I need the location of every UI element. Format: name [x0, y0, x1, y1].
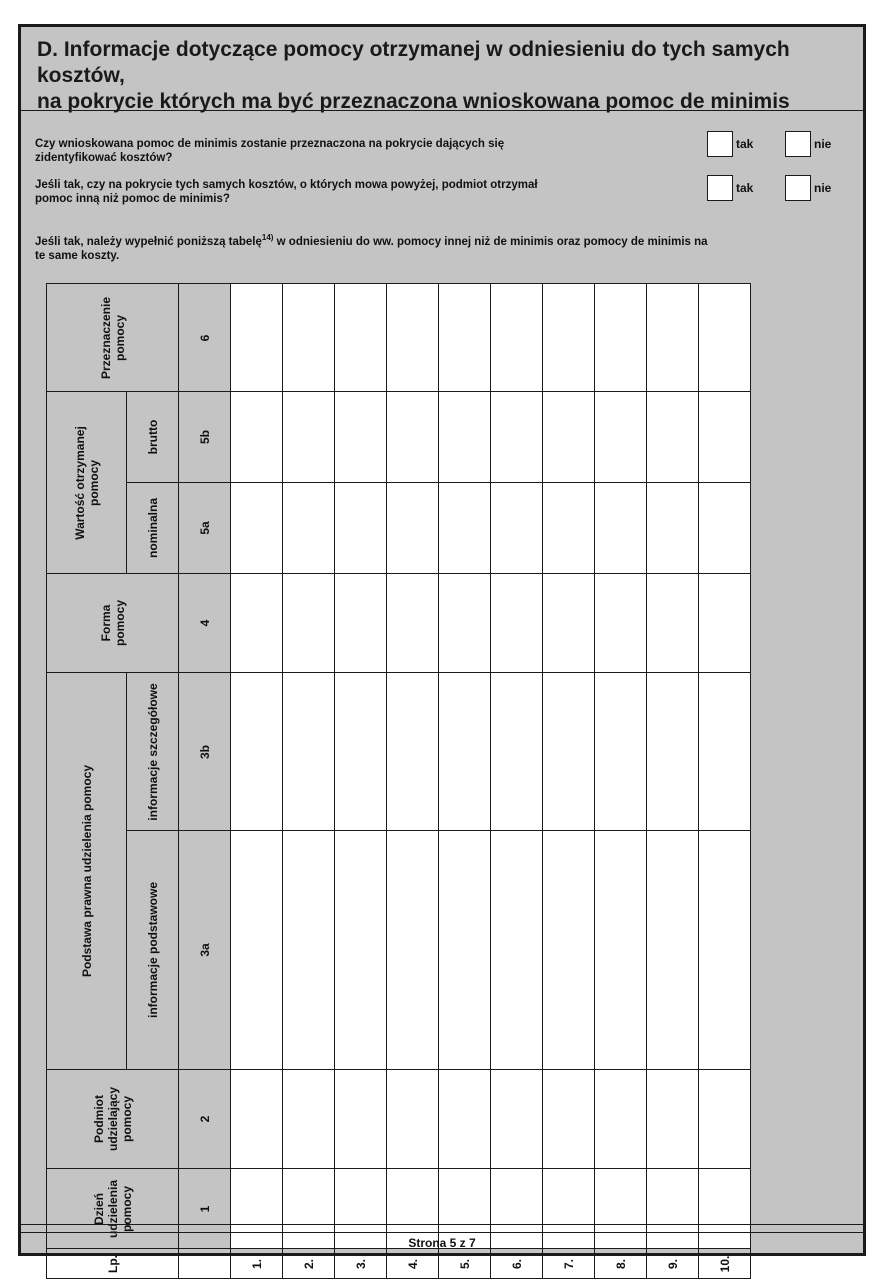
- input-cell-forma-10[interactable]: [698, 573, 751, 673]
- input-cell-brutto-1[interactable]: [230, 391, 283, 483]
- section-header: [21, 27, 863, 111]
- input-cell-podmiot-5[interactable]: [438, 1069, 491, 1169]
- input-cell-nominalna-8[interactable]: [594, 482, 647, 574]
- code-3a: 3a: [178, 830, 231, 1070]
- input-cell-forma-7[interactable]: [542, 573, 595, 673]
- input-cell-przeznaczenie-6[interactable]: [490, 283, 543, 392]
- input-cell-szczegolowe-1[interactable]: [230, 672, 283, 831]
- header-informacje-szczegolowe: informacje szczegółowe: [126, 672, 179, 831]
- input-cell-przeznaczenie-2[interactable]: [282, 283, 335, 392]
- input-cell-podstawowe-3[interactable]: [334, 830, 387, 1070]
- input-cell-przeznaczenie-8[interactable]: [594, 283, 647, 392]
- input-cell-nominalna-6[interactable]: [490, 482, 543, 574]
- input-cell-forma-8[interactable]: [594, 573, 647, 673]
- code-5b: 5b: [178, 391, 231, 483]
- row-number-label: 2.: [301, 1258, 316, 1269]
- input-cell-brutto-8[interactable]: [594, 391, 647, 483]
- input-cell-podstawowe-8[interactable]: [594, 830, 647, 1070]
- input-cell-podmiot-2[interactable]: [282, 1069, 335, 1169]
- input-cell-brutto-9[interactable]: [646, 391, 699, 483]
- row-number-label: 1.: [249, 1258, 264, 1269]
- input-cell-przeznaczenie-7[interactable]: [542, 283, 595, 392]
- code-2: 2: [178, 1069, 231, 1169]
- input-cell-podmiot-7[interactable]: [542, 1069, 595, 1169]
- input-cell-forma-2[interactable]: [282, 573, 335, 673]
- input-cell-brutto-7[interactable]: [542, 391, 595, 483]
- section-title: D. Informacje dotyczące pomocy otrzymanej w odniesieniu do tych samych kosztów, na pokrycie których ma być przeznaczona wnioskowana pomoc de minimis: [37, 38, 790, 113]
- header-forma: Forma pomocy: [46, 573, 179, 673]
- input-cell-brutto-10[interactable]: [698, 391, 751, 483]
- code-5a: 5a: [178, 482, 231, 574]
- code-6: 6: [178, 283, 231, 392]
- label-q1-yes: tak: [736, 137, 754, 151]
- header-wartosc: Wartość otrzymanej pomocy: [46, 391, 127, 574]
- input-cell-podstawowe-1[interactable]: [230, 830, 283, 1070]
- input-cell-przeznaczenie-5[interactable]: [438, 283, 491, 392]
- input-cell-przeznaczenie-3[interactable]: [334, 283, 387, 392]
- row-number-label: 10.: [717, 1255, 732, 1272]
- code-1: 1: [178, 1168, 231, 1249]
- input-cell-szczegolowe-9[interactable]: [646, 672, 699, 831]
- input-cell-szczegolowe-3[interactable]: [334, 672, 387, 831]
- input-cell-podmiot-4[interactable]: [386, 1069, 439, 1169]
- input-cell-podstawowe-7[interactable]: [542, 830, 595, 1070]
- input-cell-nominalna-3[interactable]: [334, 482, 387, 574]
- label-q1-no: nie: [814, 137, 832, 151]
- input-cell-brutto-5[interactable]: [438, 391, 491, 483]
- row-number-label: 7.: [561, 1258, 576, 1269]
- row-number-label: 3.: [353, 1258, 368, 1269]
- checkbox-q2-yes[interactable]: [707, 175, 733, 201]
- code-4: 4: [178, 573, 231, 673]
- input-cell-nominalna-5[interactable]: [438, 482, 491, 574]
- input-cell-podstawowe-10[interactable]: [698, 830, 751, 1070]
- code-3b: 3b: [178, 672, 231, 831]
- input-cell-forma-9[interactable]: [646, 573, 699, 673]
- input-cell-nominalna-2[interactable]: [282, 482, 335, 574]
- input-cell-brutto-6[interactable]: [490, 391, 543, 483]
- input-cell-nominalna-4[interactable]: [386, 482, 439, 574]
- row-number-label: 6.: [509, 1258, 524, 1269]
- input-cell-szczegolowe-8[interactable]: [594, 672, 647, 831]
- row-number-label: 4.: [405, 1258, 420, 1269]
- input-cell-forma-6[interactable]: [490, 573, 543, 673]
- input-cell-brutto-3[interactable]: [334, 391, 387, 483]
- input-cell-podstawowe-9[interactable]: [646, 830, 699, 1070]
- input-cell-podmiot-9[interactable]: [646, 1069, 699, 1169]
- question-identifiable-costs: Czy wnioskowana pomoc de minimis zostanie przeznaczona na pokrycie dających się zidentyfikować kosztów?: [35, 138, 505, 164]
- input-cell-podmiot-1[interactable]: [230, 1069, 283, 1169]
- input-cell-nominalna-1[interactable]: [230, 482, 283, 574]
- input-cell-forma-3[interactable]: [334, 573, 387, 673]
- input-cell-nominalna-9[interactable]: [646, 482, 699, 574]
- input-cell-forma-4[interactable]: [386, 573, 439, 673]
- label-q2-no: nie: [814, 181, 832, 195]
- checkbox-q1-yes[interactable]: [707, 131, 733, 157]
- input-cell-szczegolowe-10[interactable]: [698, 672, 751, 831]
- input-cell-szczegolowe-7[interactable]: [542, 672, 595, 831]
- footnote-ref: 14): [261, 233, 274, 243]
- input-cell-szczegolowe-5[interactable]: [438, 672, 491, 831]
- input-cell-przeznaczenie-9[interactable]: [646, 283, 699, 392]
- table-instruction: Jeśli tak, należy wypełnić poniższą tabelę$^{14)}$ w odniesieniu do ww. pomocy innej niż de minimis oraz pomocy de minimis na te same koszty.: [35, 233, 708, 262]
- input-cell-brutto-2[interactable]: [282, 391, 335, 483]
- row-number-label: 8.: [613, 1258, 628, 1269]
- header-nominalna: nominalna: [126, 482, 179, 574]
- input-cell-podstawowe-4[interactable]: [386, 830, 439, 1070]
- input-cell-nominalna-10[interactable]: [698, 482, 751, 574]
- form-page-frame: [18, 24, 866, 1273]
- page-footer: Strona 5 z 7: [21, 1232, 863, 1253]
- row-number-label: 9.: [665, 1258, 680, 1269]
- input-cell-podmiot-6[interactable]: [490, 1069, 543, 1169]
- input-cell-szczegolowe-6[interactable]: [490, 672, 543, 831]
- input-cell-forma-5[interactable]: [438, 573, 491, 673]
- input-cell-podstawowe-5[interactable]: [438, 830, 491, 1070]
- header-lp: Lp.: [46, 1248, 179, 1279]
- input-cell-podmiot-10[interactable]: [698, 1069, 751, 1169]
- input-cell-przeznaczenie-4[interactable]: [386, 283, 439, 392]
- header-podmiot: Podmiot udzielający pomocy: [46, 1069, 179, 1169]
- input-cell-szczegolowe-2[interactable]: [282, 672, 335, 831]
- input-cell-brutto-4[interactable]: [386, 391, 439, 483]
- input-cell-podstawowe-6[interactable]: [490, 830, 543, 1070]
- checkbox-q2-no[interactable]: [785, 175, 811, 201]
- header-podstawa: Podstawa prawna udzielenia pomocy: [46, 672, 127, 1070]
- label-q2-yes: tak: [736, 181, 754, 195]
- input-cell-szczegolowe-4[interactable]: [386, 672, 439, 831]
- header-informacje-podstawowe: informacje podstawowe: [126, 830, 179, 1070]
- header-brutto: brutto: [126, 391, 179, 483]
- input-cell-nominalna-7[interactable]: [542, 482, 595, 574]
- question-other-aid: Jeśli tak, czy na pokrycie tych samych kosztów, o których mowa powyżej, podmiot otrzymał pomoc inną niż pomoc de minimis?: [35, 179, 538, 205]
- input-cell-podstawowe-2[interactable]: [282, 830, 335, 1070]
- row-number-label: 5.: [457, 1258, 472, 1269]
- header-przeznaczenie: Przeznaczenie pomocy: [46, 283, 179, 392]
- checkbox-q1-no[interactable]: [785, 131, 811, 157]
- input-cell-forma-1[interactable]: [230, 573, 283, 673]
- input-cell-podmiot-3[interactable]: [334, 1069, 387, 1169]
- input-cell-przeznaczenie-10[interactable]: [698, 283, 751, 392]
- header-dzien: Dzień udzielenia pomocy: [46, 1168, 179, 1249]
- input-cell-przeznaczenie-1[interactable]: [230, 283, 283, 392]
- input-cell-podmiot-8[interactable]: [594, 1069, 647, 1169]
